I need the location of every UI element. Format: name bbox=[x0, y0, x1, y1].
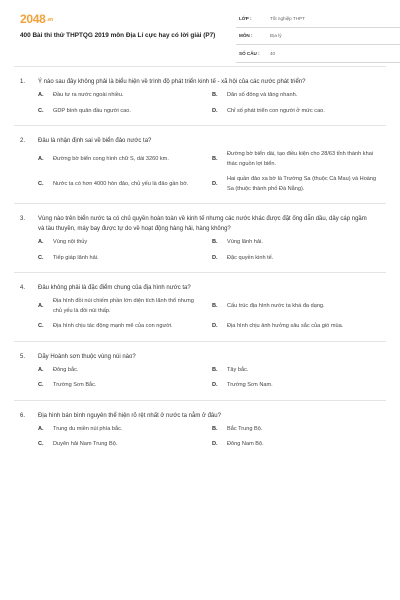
answer-option[interactable] bbox=[212, 91, 386, 101]
question-number: 5. bbox=[20, 353, 26, 360]
option-letter: D. bbox=[212, 441, 218, 447]
meta-value: Địa lý bbox=[270, 33, 282, 39]
option-letter: B. bbox=[212, 239, 218, 245]
option-letter: C. bbox=[38, 254, 44, 261]
option-text: Trường Sơn Nam. bbox=[227, 382, 273, 388]
option-text: Bắc Trung Bộ. bbox=[227, 425, 263, 432]
question bbox=[14, 342, 386, 401]
answer-option[interactable] bbox=[212, 440, 386, 450]
question bbox=[14, 126, 386, 204]
option-letter: D. bbox=[212, 180, 218, 187]
option-letter: C. bbox=[38, 441, 44, 447]
question bbox=[14, 204, 386, 273]
option-letter: C. bbox=[38, 107, 44, 114]
answer-option[interactable] bbox=[38, 322, 212, 332]
meta-row-class bbox=[236, 10, 400, 28]
option-letter: D. bbox=[212, 107, 218, 114]
option-letter: D. bbox=[212, 254, 218, 261]
logo-suffix: .vn bbox=[46, 16, 53, 23]
question-number: 2. bbox=[20, 138, 26, 144]
meta-row-subject bbox=[236, 28, 400, 46]
option-text: Đầu tư ra nước ngoài nhiều. bbox=[53, 92, 124, 98]
answer-option[interactable] bbox=[38, 175, 212, 194]
option-text: Dân số đông và tăng nhanh. bbox=[227, 92, 298, 98]
option-letter: A. bbox=[38, 302, 44, 309]
option-text: Vùng nội thủy bbox=[53, 239, 88, 245]
question-number: 4. bbox=[20, 285, 26, 291]
answer-option[interactable] bbox=[38, 297, 212, 316]
option-letter: D. bbox=[212, 382, 218, 388]
option-letter: A. bbox=[38, 366, 44, 373]
question-text: Vùng nào trên biển nước ta có chủ quyền hoàn toàn về kinh tế nhưng các nước khác được đặt ống dẫn dầu, dây cáp ngầm và tàu thuyền, máy bay được tự do về hoạt động hàng hải, hàng không? bbox=[38, 216, 367, 232]
option-letter: A. bbox=[38, 239, 44, 245]
option-letter: C. bbox=[38, 382, 44, 388]
logo-text: 2048 bbox=[20, 12, 46, 26]
meta-row-count bbox=[236, 45, 400, 63]
option-letter: A. bbox=[38, 155, 44, 162]
option-text: Đặc quyền kinh tế. bbox=[227, 254, 274, 261]
meta-key: MÔN : bbox=[239, 33, 253, 39]
answer-option[interactable] bbox=[38, 440, 212, 450]
option-text: Đông Nam Bộ. bbox=[227, 441, 264, 447]
option-letter: A. bbox=[38, 92, 44, 98]
question-number: 6. bbox=[20, 412, 26, 419]
option-letter: A. bbox=[38, 425, 44, 432]
question-list bbox=[14, 67, 386, 459]
option-text: Đường bờ biển dài, tạo điều kiện cho 28/63 tỉnh thành khai thác nguồn lợi biển. bbox=[227, 151, 374, 167]
option-letter: C. bbox=[38, 323, 44, 329]
question-text: Đâu không phải là đặc điểm chung của địa hình nước ta? bbox=[38, 285, 191, 291]
answer-option[interactable] bbox=[212, 381, 386, 391]
meta-value: Tốt nghiệp THPT bbox=[270, 15, 305, 21]
header bbox=[14, 0, 386, 66]
answer-option[interactable] bbox=[212, 297, 386, 316]
answer-option[interactable] bbox=[38, 381, 212, 391]
option-text: Đường bờ biển cong hình chữ S, dài 3260 km. bbox=[53, 155, 169, 162]
question-number: 3. bbox=[20, 216, 26, 222]
answer-option[interactable] bbox=[38, 91, 212, 101]
question-text: Ý nào sau đây không phải là biểu hiện về trình độ phát triển kinh tế - xã hội của các nước phát triển? bbox=[38, 79, 306, 85]
answer-option[interactable] bbox=[212, 150, 386, 169]
answer-option[interactable] bbox=[212, 107, 386, 117]
question-text: Đâu là nhận định sai về biển đảo nước ta? bbox=[38, 138, 152, 144]
option-letter: B. bbox=[212, 366, 218, 373]
option-letter: B. bbox=[212, 92, 218, 98]
option-text: Trường Sơn Bắc. bbox=[53, 382, 97, 388]
page-title: 400 Bài thi thử THPTQG 2019 môn Địa Lí cực hay có lời giải (P7) bbox=[20, 32, 216, 39]
option-text: Chỉ số phát triển con người ở mức cao. bbox=[227, 107, 325, 114]
option-text: Tiếp giáp lãnh hải. bbox=[53, 254, 99, 261]
meta-value: 40 bbox=[270, 50, 276, 56]
answer-option[interactable] bbox=[212, 238, 386, 248]
option-letter: D. bbox=[212, 323, 218, 329]
meta-key: LỚP : bbox=[239, 15, 252, 21]
option-text: Địa hình đồi núi chiếm phần lớn diện tích lãnh thổ nhưng chủ yếu là đồi núi thấp. bbox=[53, 298, 194, 314]
question bbox=[14, 67, 386, 126]
option-text: Hai quần đảo xa bờ là Trường Sa (thuộc Cà Mau) và Hoàng Sa (thuộc thành phố Đà Nẵng). bbox=[227, 176, 377, 192]
question-number: 1. bbox=[20, 79, 26, 85]
answer-option[interactable] bbox=[212, 322, 386, 332]
option-text: Nước ta có hơn 4000 hòn đảo, chủ yếu là đảo gần bờ. bbox=[53, 180, 189, 187]
answer-option[interactable] bbox=[212, 175, 386, 194]
answer-option[interactable] bbox=[212, 425, 386, 435]
option-text: GDP bình quân đầu người cao. bbox=[53, 107, 131, 114]
answer-option[interactable] bbox=[38, 238, 212, 248]
option-text: Vùng lãnh hải. bbox=[227, 239, 263, 245]
meta-key: SỐ CÂU : bbox=[239, 50, 260, 56]
option-letter: B. bbox=[212, 425, 218, 432]
option-text: Duyên hải Nam Trung Bộ. bbox=[53, 441, 118, 447]
option-letter: B. bbox=[212, 155, 218, 162]
answer-option[interactable] bbox=[212, 254, 386, 264]
option-text: Tây bắc. bbox=[227, 366, 249, 373]
question-text: Dãy Hoành sơn thuộc vùng núi nào? bbox=[38, 353, 136, 360]
answer-option[interactable] bbox=[38, 366, 212, 376]
question bbox=[14, 273, 386, 342]
option-text: Đông bắc. bbox=[53, 366, 79, 373]
answer-option[interactable] bbox=[38, 425, 212, 435]
option-text: Trung du miền núi phía bắc. bbox=[53, 425, 123, 432]
meta-table bbox=[236, 10, 400, 63]
answer-option[interactable] bbox=[38, 150, 212, 169]
site-logo[interactable] bbox=[20, 12, 53, 26]
answer-option[interactable] bbox=[38, 107, 212, 117]
option-text: Cấu trúc địa hình nước ta khá đa dạng. bbox=[227, 302, 325, 309]
answer-option[interactable] bbox=[38, 254, 212, 264]
answer-option[interactable] bbox=[212, 366, 386, 376]
option-text: Địa hình chịu tác động mạnh mẽ của con người. bbox=[53, 323, 173, 329]
question bbox=[14, 401, 386, 459]
option-text: Địa hình chịu ảnh hưởng sâu sắc của gió mùa. bbox=[227, 323, 344, 329]
option-letter: B. bbox=[212, 302, 218, 309]
question-text: Địa hình bán bình nguyên thể hiện rõ rệt nhất ở nước ta nằm ở đâu? bbox=[38, 412, 221, 419]
option-letter: C. bbox=[38, 180, 44, 187]
